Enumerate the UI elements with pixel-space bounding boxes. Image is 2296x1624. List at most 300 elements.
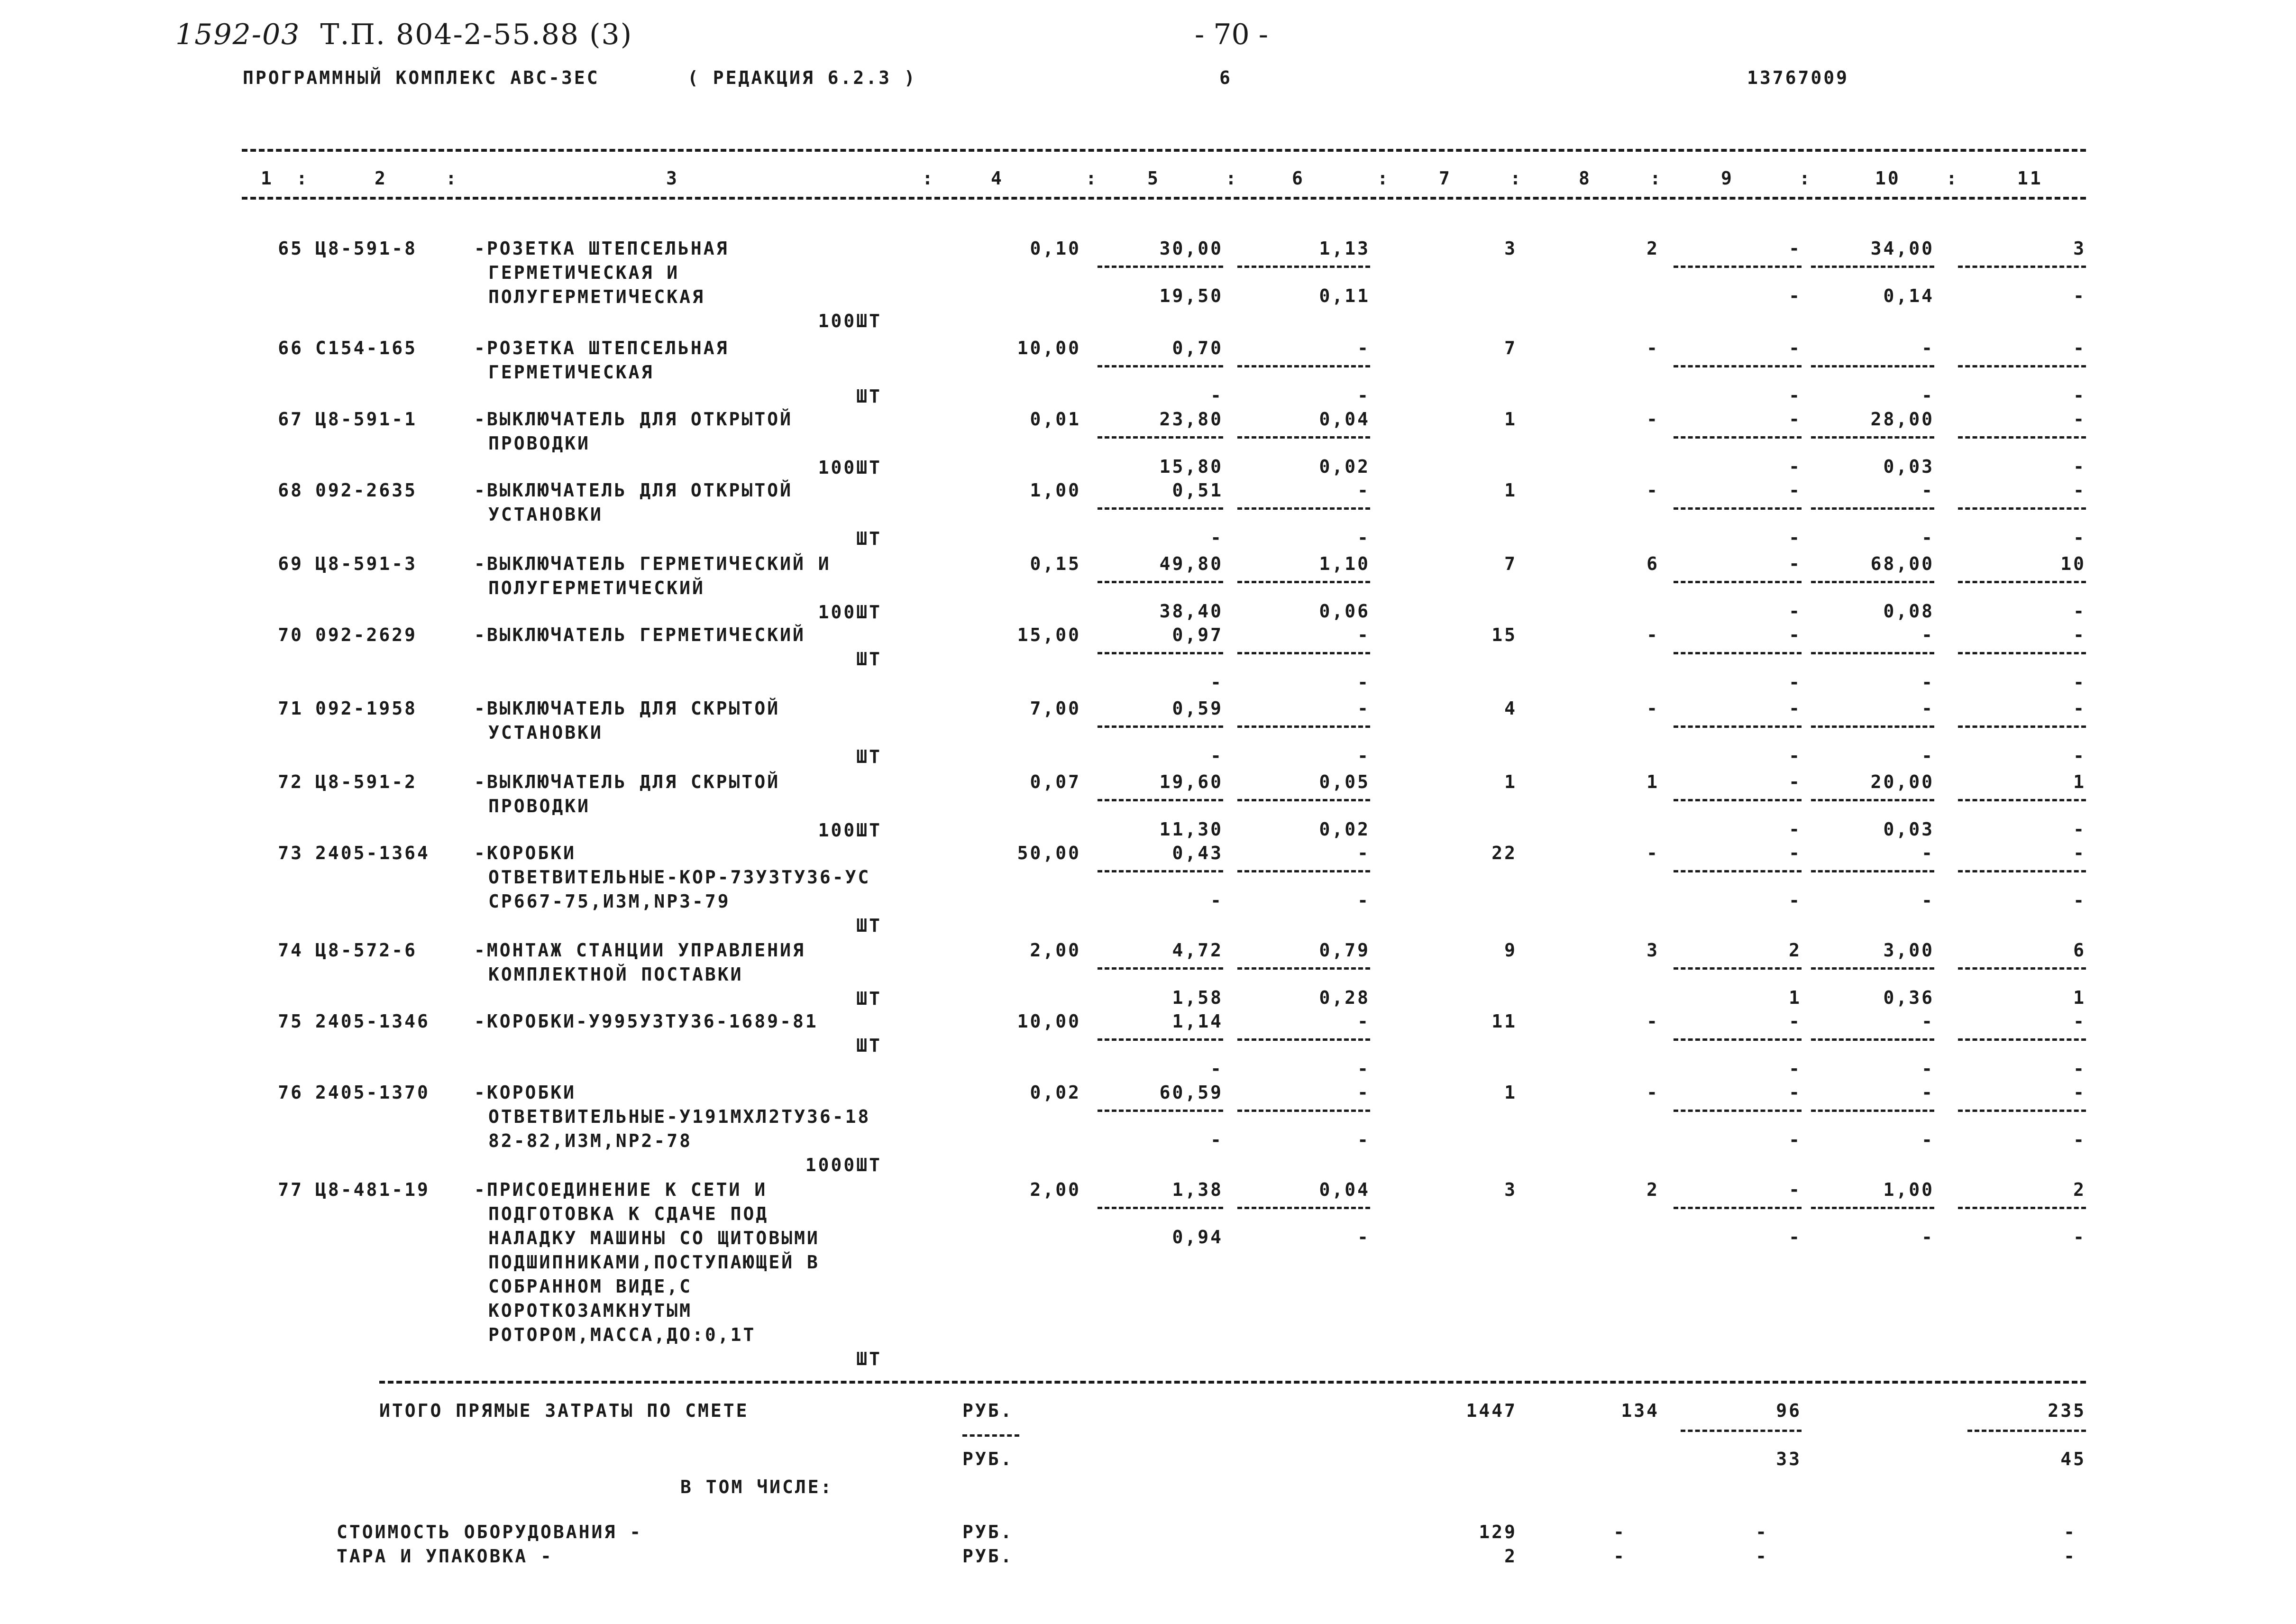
row-col5-b: - — [1210, 672, 1223, 693]
row-col9-a: 2 — [1789, 940, 1802, 961]
row-col6-b: 0,06 — [1319, 601, 1370, 622]
row-col9-rule — [1674, 436, 1802, 439]
row-name-line: ГЕРМЕТИЧЕСКАЯ И — [488, 262, 680, 283]
row-quantity: 10,00 — [1017, 1011, 1081, 1032]
row-col9-b: - — [1789, 1058, 1802, 1079]
packaging-col9: - — [1756, 1546, 1768, 1567]
row-name-line: -ВЫКЛЮЧАТЕЛЬ ДЛЯ СКРЫТОЙ — [474, 771, 780, 792]
row-col11-rule — [1958, 870, 2086, 872]
row-col10-b: - — [1921, 1227, 1934, 1248]
row-col9-rule — [1674, 507, 1802, 510]
row-quantity: 50,00 — [1017, 843, 1081, 863]
row-col11-rule — [1958, 581, 2086, 583]
row-col6-rule — [1237, 652, 1370, 654]
program-name: ПРОГРАММНЫЙ КОМПЛЕКС АВС-3ЕС — [243, 67, 600, 88]
totals-col11-rule — [1967, 1430, 2086, 1432]
row-col10-b: - — [1921, 385, 1934, 406]
row-col10-b: 0,08 — [1883, 601, 1934, 622]
row-col9-b: - — [1789, 456, 1802, 477]
row-code: 2405-1364 — [315, 843, 430, 863]
row-col10-rule — [1811, 1038, 1934, 1041]
row-col9-rule — [1674, 725, 1802, 728]
packaging-label: ТАРА И УПАКОВКА - — [337, 1546, 553, 1567]
totals-col11-b: 45 — [2060, 1449, 2086, 1469]
row-unit: ШТ — [856, 386, 882, 407]
row-col7: 1 — [1504, 409, 1517, 430]
row-col9-rule — [1674, 799, 1802, 801]
row-unit: 100ШТ — [818, 457, 882, 478]
row-col10-rule — [1811, 967, 1934, 970]
equipment-col11: - — [2064, 1522, 2076, 1542]
column-number: 2 — [375, 168, 387, 189]
row-col11-rule — [1958, 1110, 2086, 1112]
row-col6-b: 0,02 — [1319, 456, 1370, 477]
row-col10-rule — [1811, 266, 1934, 268]
row-col5-rule — [1098, 1110, 1223, 1112]
row-name-line: ПРОВОДКИ — [488, 433, 591, 454]
row-col6-rule — [1237, 1038, 1370, 1041]
row-col11-b: - — [2073, 672, 2086, 693]
row-col11-b: - — [2073, 385, 2086, 406]
row-col9-a: - — [1789, 698, 1802, 719]
row-col9-b: - — [1789, 819, 1802, 840]
row-col5-rule — [1098, 799, 1223, 801]
packaging-col8: - — [1613, 1546, 1626, 1567]
column-number: 8 — [1579, 168, 1592, 189]
row-col10-a: - — [1921, 698, 1934, 719]
row-unit: ШТ — [856, 746, 882, 767]
id-number: 13767009 — [1747, 67, 1849, 88]
row-col10-a: - — [1921, 624, 1934, 645]
row-name-line: -ВЫКЛЮЧАТЕЛЬ ГЕРМЕТИЧЕСКИЙ И — [474, 553, 831, 574]
row-number: 68 — [278, 480, 303, 501]
doc-code: 1592-03 — [175, 18, 301, 51]
row-name-line: ГЕРМЕТИЧЕСКАЯ — [488, 362, 654, 383]
row-name-line: ПОДГОТОВКА К СДАЧЕ ПОД — [488, 1203, 769, 1224]
row-col5-b: - — [1210, 527, 1223, 548]
row-col10-a: - — [1921, 338, 1934, 358]
row-col5-rule — [1098, 725, 1223, 728]
row-name-line: -МОНТАЖ СТАНЦИИ УПРАВЛЕНИЯ — [474, 940, 805, 961]
row-col11-a: - — [2073, 480, 2086, 501]
column-separator: : — [296, 168, 309, 189]
row-col6-b: 0,28 — [1319, 987, 1370, 1008]
row-col8: - — [1647, 409, 1659, 430]
row-col6-b: - — [1357, 672, 1370, 693]
row-quantity: 2,00 — [1030, 940, 1081, 961]
row-col7: 11 — [1491, 1011, 1517, 1032]
row-col10-a: - — [1921, 480, 1934, 501]
row-col9-rule — [1674, 652, 1802, 654]
row-col6-rule — [1237, 266, 1370, 268]
row-col6-rule — [1237, 581, 1370, 583]
row-col6-a: 0,04 — [1319, 409, 1370, 430]
row-col7: 7 — [1504, 553, 1517, 574]
row-unit: ШТ — [856, 528, 882, 549]
row-col11-a: 3 — [2073, 238, 2086, 259]
row-col6-b: - — [1357, 1058, 1370, 1079]
row-col7: 22 — [1491, 843, 1517, 863]
row-col6-rule — [1237, 1207, 1370, 1209]
column-separator: : — [446, 168, 458, 189]
row-col11-rule — [1958, 1207, 2086, 1209]
row-col5-a: 19,60 — [1159, 771, 1223, 792]
totals-rule — [379, 1381, 2086, 1384]
totals-col9-rule — [1681, 1430, 1802, 1432]
row-col5-rule — [1098, 1038, 1223, 1041]
row-col10-b: 0,03 — [1883, 456, 1934, 477]
row-name-line: -ВЫКЛЮЧАТЕЛЬ ДЛЯ СКРЫТОЙ — [474, 698, 780, 719]
row-col5-b: - — [1210, 890, 1223, 911]
row-code: Ц8-572-6 — [315, 940, 418, 961]
row-col11-a: 2 — [2073, 1179, 2086, 1200]
row-col11-a: 6 — [2073, 940, 2086, 961]
packaging-col7: 2 — [1504, 1546, 1517, 1567]
row-col10-b: - — [1921, 672, 1934, 693]
row-col10-a: - — [1921, 843, 1934, 863]
row-col9-a: - — [1789, 1179, 1802, 1200]
row-col8: - — [1647, 698, 1659, 719]
row-unit: ШТ — [856, 1349, 882, 1369]
row-col10-b: - — [1921, 1129, 1934, 1150]
row-col5-a: 0,51 — [1172, 480, 1223, 501]
row-col7: 4 — [1504, 698, 1517, 719]
row-col10-rule — [1811, 725, 1934, 728]
row-quantity: 0,10 — [1030, 238, 1081, 259]
row-col9-rule — [1674, 870, 1802, 872]
row-col5-rule — [1098, 967, 1223, 970]
row-code: Ц8-591-8 — [315, 238, 418, 259]
row-col5-a: 0,70 — [1172, 338, 1223, 358]
row-col5-b: - — [1210, 745, 1223, 766]
row-name-line: УСТАНОВКИ — [488, 504, 603, 525]
row-col9-rule — [1674, 1038, 1802, 1041]
row-col9-rule — [1674, 365, 1802, 367]
column-separator: : — [1377, 168, 1390, 189]
row-col10-rule — [1811, 507, 1934, 510]
packaging-unit: РУБ. — [962, 1546, 1014, 1567]
row-col7: 9 — [1504, 940, 1517, 961]
column-separator: : — [1086, 168, 1098, 189]
row-col7: 7 — [1504, 338, 1517, 358]
equipment-col9: - — [1756, 1522, 1768, 1542]
row-col5-a: 1,14 — [1172, 1011, 1223, 1032]
row-col11-b: - — [2073, 1227, 2086, 1248]
row-col9-a: - — [1789, 771, 1802, 792]
row-col9-a: - — [1789, 1011, 1802, 1032]
row-col5-a: 0,59 — [1172, 698, 1223, 719]
row-col7: 1 — [1504, 771, 1517, 792]
row-col5-b: 11,30 — [1159, 819, 1223, 840]
row-col5-b: - — [1210, 1058, 1223, 1079]
row-quantity: 0,02 — [1030, 1082, 1081, 1103]
row-unit: ШТ — [856, 1035, 882, 1056]
row-col5-rule — [1098, 581, 1223, 583]
column-number: 11 — [2017, 168, 2043, 189]
doc-code-header — [175, 18, 632, 51]
row-name-line: -РОЗЕТКА ШТЕПСЕЛЬНАЯ — [474, 238, 729, 259]
row-col9-b: 1 — [1789, 987, 1802, 1008]
row-name-line: 82-82,ИЗМ,NР2-78 — [488, 1130, 693, 1151]
column-number: 5 — [1147, 168, 1160, 189]
row-col5-a: 60,59 — [1159, 1082, 1223, 1103]
row-quantity: 1,00 — [1030, 480, 1081, 501]
row-col11-b: - — [2073, 285, 2086, 306]
row-code: 092-2635 — [315, 480, 418, 501]
row-number: 71 — [278, 698, 303, 719]
row-name-line: ПОЛУГЕРМЕТИЧЕСКИЙ — [488, 578, 705, 598]
row-col6-rule — [1237, 365, 1370, 367]
row-col8: - — [1647, 843, 1659, 863]
row-col10-a: 1,00 — [1883, 1179, 1934, 1200]
row-col9-b: - — [1789, 745, 1802, 766]
row-col9-rule — [1674, 1110, 1802, 1112]
row-col6-b: - — [1357, 1129, 1370, 1150]
row-col6-b: - — [1357, 1227, 1370, 1248]
row-col8: 6 — [1647, 553, 1659, 574]
row-col5-b: 15,80 — [1159, 456, 1223, 477]
including-label: В ТОМ ЧИСЛЕ: — [680, 1477, 833, 1497]
row-quantity: 7,00 — [1030, 698, 1081, 719]
row-col7: 1 — [1504, 480, 1517, 501]
row-col11-b: - — [2073, 527, 2086, 548]
row-number: 73 — [278, 843, 303, 863]
row-col5-rule — [1098, 870, 1223, 872]
row-col8: 3 — [1647, 940, 1659, 961]
row-col11-rule — [1958, 725, 2086, 728]
row-col10-a: 34,00 — [1870, 238, 1934, 259]
row-name-line: -КОРОБКИ — [474, 1082, 576, 1103]
table-header-rule — [242, 197, 2086, 200]
row-quantity: 2,00 — [1030, 1179, 1081, 1200]
row-col7: 1 — [1504, 1082, 1517, 1103]
row-col11-rule — [1958, 799, 2086, 801]
column-separator: : — [1799, 168, 1812, 189]
row-col10-b: - — [1921, 1058, 1934, 1079]
totals-unit-rule — [962, 1434, 1019, 1437]
row-unit: ШТ — [856, 915, 882, 936]
row-code: Ц8-591-3 — [315, 553, 418, 574]
row-col11-a: - — [2073, 843, 2086, 863]
row-col9-rule — [1674, 967, 1802, 970]
row-name-line: НАЛАДКУ МАШИНЫ СО ЩИТОВЫМИ — [488, 1228, 820, 1248]
totals-col11-a: 235 — [2048, 1400, 2086, 1421]
row-name-line: КОРОТКОЗАМКНУТЫМ — [488, 1300, 693, 1321]
row-col5-rule — [1098, 507, 1223, 510]
program-edition: ( РЕДАКЦИЯ 6.2.3 ) — [687, 67, 917, 88]
row-col6-a: - — [1357, 480, 1370, 501]
row-code: Ц8-481-19 — [315, 1179, 430, 1200]
row-col11-rule — [1958, 436, 2086, 439]
row-col9-rule — [1674, 581, 1802, 583]
column-separator: : — [922, 168, 935, 189]
row-col5-a: 0,97 — [1172, 624, 1223, 645]
row-col10-b: 0,36 — [1883, 987, 1934, 1008]
row-unit: ШТ — [856, 649, 882, 670]
equipment-label: СТОИМОСТЬ ОБОРУДОВАНИЯ - — [337, 1522, 643, 1542]
row-col5-b: - — [1210, 385, 1223, 406]
row-col9-b: - — [1789, 527, 1802, 548]
row-col6-a: 0,04 — [1319, 1179, 1370, 1200]
row-col8: - — [1647, 480, 1659, 501]
totals-col9-b: 33 — [1776, 1449, 1802, 1469]
row-col11-b: - — [2073, 890, 2086, 911]
row-col11-b: - — [2073, 819, 2086, 840]
row-col6-rule — [1237, 1110, 1370, 1112]
row-col5-b: - — [1210, 1129, 1223, 1150]
row-col6-a: 0,79 — [1319, 940, 1370, 961]
row-col6-b: - — [1357, 385, 1370, 406]
totals-unit-1: РУБ. — [962, 1400, 1014, 1421]
row-col11-b: - — [2073, 745, 2086, 766]
row-col11-a: - — [2073, 338, 2086, 358]
row-name-line: -РОЗЕТКА ШТЕПСЕЛЬНАЯ — [474, 338, 729, 358]
row-col11-rule — [1958, 1038, 2086, 1041]
row-col11-a: 10 — [2060, 553, 2086, 574]
row-name-line: СОБРАННОМ ВИДЕ,С — [488, 1276, 693, 1297]
column-separator: : — [1510, 168, 1523, 189]
totals-col7: 1447 — [1466, 1400, 1517, 1421]
row-number: 75 — [278, 1011, 303, 1032]
row-col9-a: - — [1789, 843, 1802, 863]
row-col10-rule — [1811, 1207, 1934, 1209]
row-name-line: -ВЫКЛЮЧАТЕЛЬ ДЛЯ ОТКРЫТОЙ — [474, 480, 793, 501]
row-col6-rule — [1237, 799, 1370, 801]
row-col6-a: 0,05 — [1319, 771, 1370, 792]
row-col10-a: - — [1921, 1011, 1934, 1032]
row-col11-rule — [1958, 365, 2086, 367]
row-col9-b: - — [1789, 672, 1802, 693]
row-col10-b: - — [1921, 527, 1934, 548]
row-col10-rule — [1811, 799, 1934, 801]
row-name-line: РОТОРОМ,МАССА,ДО:0,1Т — [488, 1324, 756, 1345]
row-col6-b: - — [1357, 745, 1370, 766]
row-col5-rule — [1098, 436, 1223, 439]
row-col11-a: - — [2073, 1082, 2086, 1103]
row-col9-a: - — [1789, 553, 1802, 574]
row-col6-a: - — [1357, 843, 1370, 863]
row-number: 69 — [278, 553, 303, 574]
row-col6-a: - — [1357, 1082, 1370, 1103]
row-name-line: ОТВЕТВИТЕЛЬНЫЕ-КОР-73У3ТУ36-УС — [488, 867, 871, 888]
row-col5-b: 0,94 — [1172, 1227, 1223, 1248]
table-top-rule — [242, 149, 2086, 152]
row-col6-b: - — [1357, 527, 1370, 548]
row-col6-b: 0,11 — [1319, 285, 1370, 306]
row-col11-rule — [1958, 266, 2086, 268]
row-col9-b: - — [1789, 1129, 1802, 1150]
row-col10-rule — [1811, 652, 1934, 654]
row-col5-a: 30,00 — [1159, 238, 1223, 259]
row-code: Ц8-591-1 — [315, 409, 418, 430]
row-col8: 2 — [1647, 1179, 1659, 1200]
sheet-number: 6 — [1219, 67, 1232, 88]
row-col6-rule — [1237, 725, 1370, 728]
packaging-col11: - — [2064, 1546, 2076, 1567]
row-col5-rule — [1098, 1207, 1223, 1209]
row-col11-a: - — [2073, 698, 2086, 719]
column-separator: : — [1650, 168, 1663, 189]
row-number: 77 — [278, 1179, 303, 1200]
page-number: - 70 - — [1195, 18, 1269, 51]
row-col9-a: - — [1789, 1082, 1802, 1103]
row-col10-rule — [1811, 436, 1934, 439]
row-name-line: СР667-75,ИЗМ,NР3-79 — [488, 891, 731, 912]
row-col8: - — [1647, 1011, 1659, 1032]
row-col6-rule — [1237, 870, 1370, 872]
row-col8: - — [1647, 338, 1659, 358]
doc-ref: Т.П. 804-2-55.88 (3) — [320, 18, 633, 51]
row-col8: - — [1647, 1082, 1659, 1103]
row-number: 76 — [278, 1082, 303, 1103]
row-col5-a: 4,72 — [1172, 940, 1223, 961]
row-number: 72 — [278, 771, 303, 792]
row-col11-b: - — [2073, 1058, 2086, 1079]
row-col8: 1 — [1647, 771, 1659, 792]
row-name-line: -ВЫКЛЮЧАТЕЛЬ ДЛЯ ОТКРЫТОЙ — [474, 409, 793, 430]
equipment-col7: 129 — [1479, 1522, 1517, 1542]
equipment-unit: РУБ. — [962, 1522, 1014, 1542]
row-col10-rule — [1811, 870, 1934, 872]
row-col5-rule — [1098, 652, 1223, 654]
row-col11-a: - — [2073, 409, 2086, 430]
row-col11-rule — [1958, 967, 2086, 970]
row-code: 092-1958 — [315, 698, 418, 719]
row-col9-b: - — [1789, 385, 1802, 406]
row-col10-rule — [1811, 1110, 1934, 1112]
row-name-line: ОТВЕТВИТЕЛЬНЫЕ-У191МХЛ2ТУ36-18 — [488, 1106, 871, 1127]
equipment-col8: - — [1613, 1522, 1626, 1542]
row-col10-rule — [1811, 581, 1934, 583]
row-col8: 2 — [1647, 238, 1659, 259]
row-name-line: ПОЛУГЕРМЕТИЧЕСКАЯ — [488, 286, 705, 307]
row-col5-a: 49,80 — [1159, 553, 1223, 574]
row-col10-b: 0,03 — [1883, 819, 1934, 840]
row-col11-a: - — [2073, 624, 2086, 645]
row-quantity: 0,07 — [1030, 771, 1081, 792]
row-col9-b: - — [1789, 890, 1802, 911]
column-number: 9 — [1721, 168, 1734, 189]
row-name-line: ПРОВОДКИ — [488, 796, 591, 817]
row-col8: - — [1647, 624, 1659, 645]
row-unit: ШТ — [856, 988, 882, 1009]
row-col6-a: 1,10 — [1319, 553, 1370, 574]
row-quantity: 15,00 — [1017, 624, 1081, 645]
row-code: 2405-1370 — [315, 1082, 430, 1103]
row-col9-b: - — [1789, 285, 1802, 306]
column-separator: : — [1946, 168, 1959, 189]
row-name-line: КОМПЛЕКТНОЙ ПОСТАВКИ — [488, 964, 743, 985]
row-col10-a: 68,00 — [1870, 553, 1934, 574]
row-col6-a: - — [1357, 698, 1370, 719]
row-col9-rule — [1674, 1207, 1802, 1209]
row-col6-rule — [1237, 507, 1370, 510]
row-name-line: ПОДШИПНИКАМИ,ПОСТУПАЮЩЕЙ В — [488, 1252, 820, 1273]
row-unit: 100ШТ — [818, 311, 882, 331]
row-col6-b: 0,02 — [1319, 819, 1370, 840]
totals-unit-2: РУБ. — [962, 1449, 1014, 1469]
row-col11-b: - — [2073, 601, 2086, 622]
row-col10-rule — [1811, 365, 1934, 367]
row-number: 67 — [278, 409, 303, 430]
column-separator: : — [1226, 168, 1238, 189]
row-col6-rule — [1237, 436, 1370, 439]
row-col9-a: - — [1789, 409, 1802, 430]
row-col5-a: 1,38 — [1172, 1179, 1223, 1200]
row-col6-a: - — [1357, 1011, 1370, 1032]
row-quantity: 10,00 — [1017, 338, 1081, 358]
row-col6-b: - — [1357, 890, 1370, 911]
